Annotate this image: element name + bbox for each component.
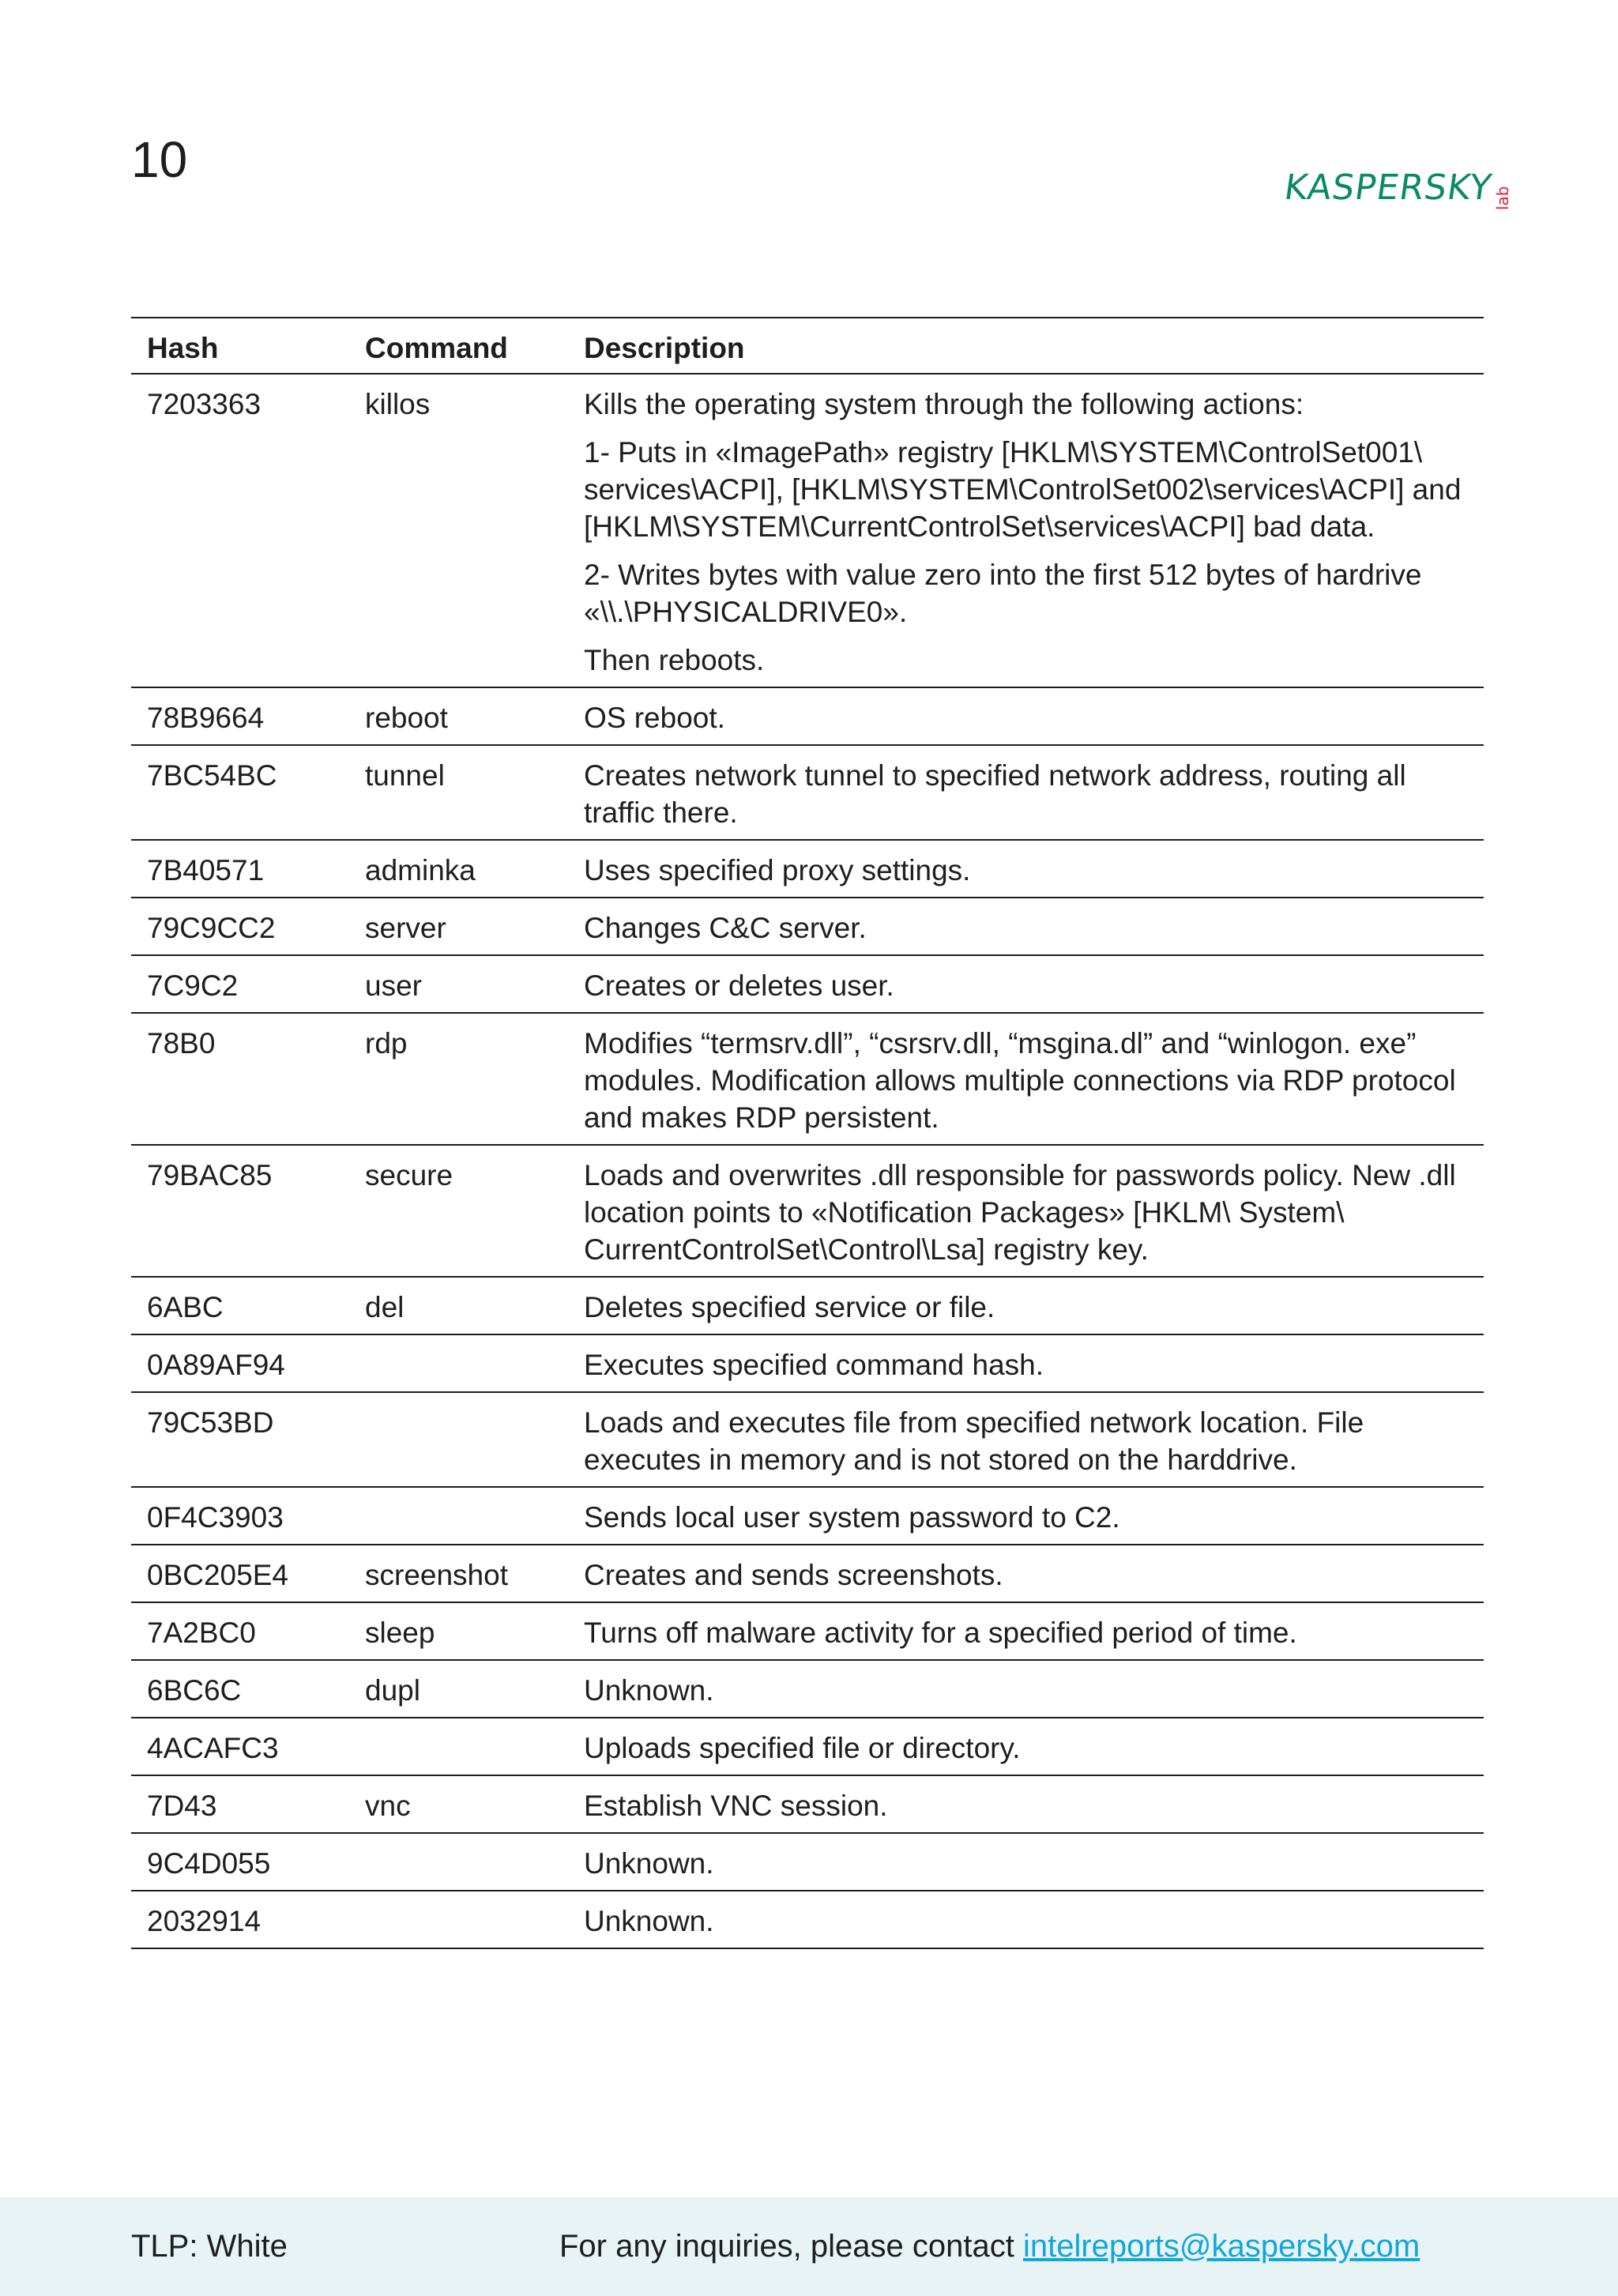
table-row	[131, 955, 1484, 1013]
description-paragraph: Modifies “termsrv.dll”, “csrsrv.dll, “msgina.dl” and “winlogon. exe” modules. Modification allows multiple connections via RDP protocol and makes RDP persistent.	[584, 1027, 1456, 1134]
cell-command	[349, 1718, 568, 1775]
description-paragraph: OS reboot.	[584, 702, 725, 734]
cell-command: sleep	[349, 1602, 568, 1660]
cell-description	[568, 374, 1484, 687]
cell-description	[568, 1392, 1484, 1487]
table-row	[131, 1277, 1484, 1334]
cell-hash: 78B9664	[131, 687, 349, 745]
table-row	[131, 1602, 1484, 1660]
table-body	[131, 374, 1484, 1948]
table-row	[131, 1392, 1484, 1487]
cell-hash: 9C4D055	[131, 1833, 349, 1891]
cell-command	[349, 1891, 568, 1948]
cell-command: dupl	[349, 1660, 568, 1718]
description-paragraph: Creates and sends screenshots.	[584, 1559, 1003, 1591]
table-row	[131, 687, 1484, 745]
cell-hash: 4ACAFC3	[131, 1718, 349, 1775]
cell-command: secure	[349, 1145, 568, 1277]
description-paragraph: Deletes specified service or file.	[584, 1291, 995, 1323]
cell-hash: 79C53BD	[131, 1392, 349, 1487]
table-row	[131, 745, 1484, 840]
cell-description	[568, 955, 1484, 1013]
table-row	[131, 1013, 1484, 1145]
cell-hash: 7C9C2	[131, 955, 349, 1013]
cell-description	[568, 687, 1484, 745]
description-paragraph: Turns off malware activity for a specified period of time.	[584, 1617, 1297, 1649]
cell-description	[568, 1013, 1484, 1145]
cell-command: rdp	[349, 1013, 568, 1145]
cell-description	[568, 1545, 1484, 1602]
cell-hash: 6BC6C	[131, 1660, 349, 1718]
cell-hash: 7B40571	[131, 840, 349, 898]
table-row	[131, 1891, 1484, 1948]
logo-lab-mark: lab	[1493, 186, 1513, 210]
cell-description	[568, 1833, 1484, 1891]
description-paragraph: Executes specified command hash.	[584, 1349, 1044, 1381]
table-row	[131, 1487, 1484, 1545]
table-row	[131, 840, 1484, 898]
cell-description	[568, 1891, 1484, 1948]
table-row	[131, 1545, 1484, 1602]
cell-command: killos	[349, 374, 568, 687]
cell-command: server	[349, 898, 568, 955]
table-row	[131, 1660, 1484, 1718]
cell-hash: 7A2BC0	[131, 1602, 349, 1660]
description-paragraph: 1- Puts in «ImagePath» registry [HKLM\SYSTEM\ControlSet001\ services\ACPI], [HKLM\SYSTEM\ControlSet002\services\ACPI] and [HKLM\SYSTEM\CurrentControlSet\services\ACPI] bad data.	[584, 436, 1462, 543]
cell-command: del	[349, 1277, 568, 1334]
description-paragraph: Then reboots.	[584, 644, 765, 676]
cell-command: adminka	[349, 840, 568, 898]
table-row	[131, 898, 1484, 955]
cell-command: tunnel	[349, 745, 568, 840]
page-number: 10	[131, 131, 188, 188]
contact-email-link[interactable]: intelreports@kaspersky.com	[1022, 2229, 1420, 2264]
cell-command	[349, 1392, 568, 1487]
cell-command	[349, 1833, 568, 1891]
cell-description	[568, 1145, 1484, 1277]
cell-description	[568, 1775, 1484, 1833]
description-paragraph: Sends local user system password to C2.	[584, 1501, 1120, 1534]
cell-description	[568, 898, 1484, 955]
table-header-row	[131, 318, 1484, 374]
table-row	[131, 1334, 1484, 1392]
cell-description	[568, 1660, 1484, 1718]
description-paragraph: Unknown.	[584, 1905, 714, 1937]
cell-hash: 0BC205E4	[131, 1545, 349, 1602]
column-header-hash: Hash	[131, 318, 349, 374]
cell-hash: 79BAC85	[131, 1145, 349, 1277]
table-row	[131, 374, 1484, 687]
description-paragraph: Establish VNC session.	[584, 1790, 888, 1822]
cell-hash: 7D43	[131, 1775, 349, 1833]
footer-bar	[0, 2197, 1618, 2296]
cell-description	[568, 1602, 1484, 1660]
cell-description	[568, 840, 1484, 898]
cell-hash: 2032914	[131, 1891, 349, 1948]
description-paragraph: Unknown.	[584, 1674, 714, 1707]
cell-hash: 0A89AF94	[131, 1334, 349, 1392]
description-paragraph: Uses specified proxy settings.	[584, 854, 971, 886]
cell-command	[349, 1334, 568, 1392]
column-header-command: Command	[349, 318, 568, 374]
cell-hash: 6ABC	[131, 1277, 349, 1334]
description-paragraph: Creates network tunnel to specified network address, routing all traffic there.	[584, 759, 1406, 829]
cell-description	[568, 1277, 1484, 1334]
contact-text: For any inquiries, please contact	[559, 2229, 1023, 2264]
cell-command: reboot	[349, 687, 568, 745]
cell-hash: 7203363	[131, 374, 349, 687]
cell-command: vnc	[349, 1775, 568, 1833]
cell-command: user	[349, 955, 568, 1013]
description-paragraph: Changes C&C server.	[584, 912, 867, 944]
description-paragraph: Creates or deletes user.	[584, 969, 894, 1002]
cell-description	[568, 1334, 1484, 1392]
description-paragraph: Kills the operating system through the following actions:	[584, 388, 1304, 420]
logo-wordmark: KASPERSKY	[1281, 167, 1495, 208]
command-table	[131, 317, 1484, 1949]
description-paragraph: Uploads specified file or directory.	[584, 1732, 1021, 1764]
cell-command: screenshot	[349, 1545, 568, 1602]
cell-hash: 78B0	[131, 1013, 349, 1145]
column-header-description: Description	[568, 318, 1484, 374]
cell-description	[568, 745, 1484, 840]
description-paragraph: Loads and executes file from specified network location. File executes in memory and is not stored on the harddrive.	[584, 1406, 1364, 1476]
cell-hash: 7BC54BC	[131, 745, 349, 840]
cell-description	[568, 1487, 1484, 1545]
description-paragraph: Unknown.	[584, 1847, 714, 1880]
cell-description	[568, 1718, 1484, 1775]
table-row	[131, 1145, 1484, 1277]
table-row	[131, 1775, 1484, 1833]
table-row	[131, 1833, 1484, 1891]
description-paragraph: 2- Writes bytes with value zero into the first 512 bytes of hardrive «\\.\PHYSICALDRIVE0».	[584, 559, 1422, 628]
cell-hash: 0F4C3903	[131, 1487, 349, 1545]
cell-hash: 79C9CC2	[131, 898, 349, 955]
cell-command	[349, 1487, 568, 1545]
kaspersky-logo	[1281, 167, 1516, 221]
tlp-label: TLP: White	[131, 2229, 288, 2264]
description-paragraph: Loads and overwrites .dll responsible for passwords policy. New .dll location points to «Notification Packages» [HKLM\ System\ CurrentControlSet\Control\Lsa] registry key.	[584, 1159, 1456, 1266]
contact-line	[559, 2229, 1420, 2264]
table-row	[131, 1718, 1484, 1775]
